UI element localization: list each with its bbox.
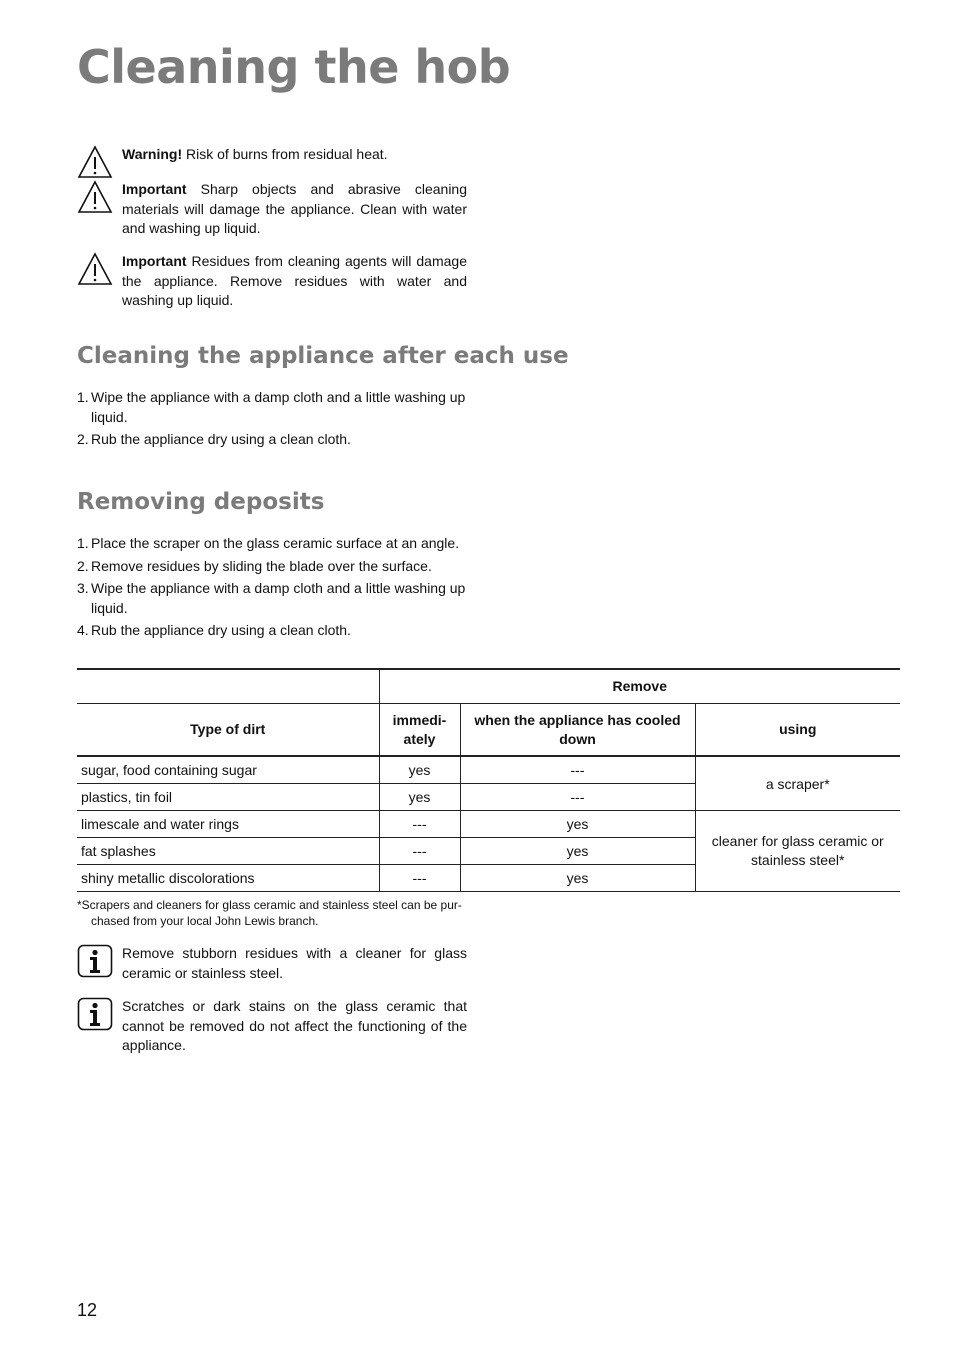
important-body: Residues from cleaning agents will damage the appliance. Remove residues with water and washing up liquid. xyxy=(122,253,467,308)
after-use-steps xyxy=(77,388,469,453)
removing-deposits-steps xyxy=(77,534,469,644)
immediately-cell: --- xyxy=(379,811,460,838)
immediately-header: immedi- ately xyxy=(379,704,460,757)
table-row xyxy=(77,756,900,784)
cooled-cell: yes xyxy=(460,838,695,865)
warning-notice xyxy=(77,145,467,179)
cooled-down-header: when the appliance has cooled down xyxy=(460,704,695,757)
step-text: Wipe the appliance with a damp cloth and a little washing up liquid. xyxy=(91,580,466,616)
dirt-removal-table xyxy=(77,668,900,892)
step-number: 2. xyxy=(77,557,89,574)
important-notice xyxy=(77,180,467,239)
dirt-type-cell: shiny metallic discolorations xyxy=(77,865,379,892)
important-label: Important xyxy=(122,253,187,269)
footnote xyxy=(77,897,469,929)
step-text: Rub the appliance dry using a clean cloth. xyxy=(91,431,351,447)
list-item xyxy=(77,388,469,427)
step-text: Rub the appliance dry using a clean cloth. xyxy=(91,622,351,638)
using-scraper-cell: a scraper* xyxy=(695,756,900,811)
footnote-line: *Scrapers and cleaners for glass ceramic and stainless steel can be pur- xyxy=(77,898,462,912)
list-item xyxy=(77,579,469,618)
cooled-cell: yes xyxy=(460,811,695,838)
step-text: Place the scraper on the glass ceramic surface at an angle. xyxy=(91,535,460,551)
list-item xyxy=(77,557,469,577)
immediately-cell: --- xyxy=(379,865,460,892)
step-number: 3. xyxy=(77,580,89,596)
using-header: using xyxy=(695,704,900,757)
cooled-cell: --- xyxy=(460,756,695,784)
important-text xyxy=(122,180,467,239)
dirt-type-cell: plastics, tin foil xyxy=(77,784,379,811)
info-text: Scratches or dark stains on the glass ceramic that cannot be removed do not affect the functioning of the appliance. xyxy=(122,998,467,1053)
dirt-type-cell: limescale and water rings xyxy=(77,811,379,838)
warning-triangle-icon xyxy=(77,252,113,286)
list-item xyxy=(77,621,469,641)
important-body: Sharp objects and abrasive cleaning materials will damage the appliance. Clean with water and washing up liquid. xyxy=(122,181,467,236)
info-text: Remove stubborn residues with a cleaner for glass ceramic or stainless steel. xyxy=(122,945,467,981)
page-title: Cleaning the hob xyxy=(77,40,511,94)
step-text: Wipe the appliance with a damp cloth and a little washing up liquid. xyxy=(91,389,466,425)
immediately-cell: --- xyxy=(379,838,460,865)
warning-body: Risk of burns from residual heat. xyxy=(182,146,388,162)
warning-text xyxy=(122,145,467,179)
cooled-cell: yes xyxy=(460,865,695,892)
table-empty-header xyxy=(77,669,379,704)
step-number: 4. xyxy=(77,622,89,638)
info-icon xyxy=(77,944,113,978)
important-text xyxy=(122,252,467,311)
info-notice xyxy=(77,997,467,1056)
footnote-line: chased from your local John Lewis branch. xyxy=(91,914,319,928)
important-label: Important xyxy=(122,181,187,197)
type-of-dirt-header: Type of dirt xyxy=(77,704,379,757)
warning-triangle-icon xyxy=(77,180,113,214)
remove-header: Remove xyxy=(379,669,900,704)
info-icon xyxy=(77,997,113,1031)
warning-triangle-icon xyxy=(77,145,113,179)
list-item xyxy=(77,534,469,554)
step-number: 1. xyxy=(77,389,89,405)
table-group-header-row xyxy=(77,669,900,704)
step-number: 1. xyxy=(77,535,89,551)
table-row xyxy=(77,811,900,838)
table-header-row xyxy=(77,704,900,757)
immediately-cell: yes xyxy=(379,784,460,811)
section-heading-after-use: Cleaning the appliance after each use xyxy=(77,343,569,369)
info-notice xyxy=(77,944,467,983)
dirt-type-cell: sugar, food containing sugar xyxy=(77,756,379,784)
dirt-type-cell: fat splashes xyxy=(77,838,379,865)
step-number: 2. xyxy=(77,431,89,447)
list-item xyxy=(77,430,469,450)
warning-label: Warning! xyxy=(122,146,183,162)
page-number: 12 xyxy=(77,1300,98,1320)
immediately-cell: yes xyxy=(379,756,460,784)
using-cleaner-cell: cleaner for glass ceramic or stainless steel* xyxy=(695,811,900,892)
important-notice xyxy=(77,252,467,311)
cooled-cell: --- xyxy=(460,784,695,811)
section-heading-removing-deposits: Removing deposits xyxy=(77,489,325,515)
step-text: Remove residues by sliding the blade over the surface. xyxy=(91,557,432,574)
